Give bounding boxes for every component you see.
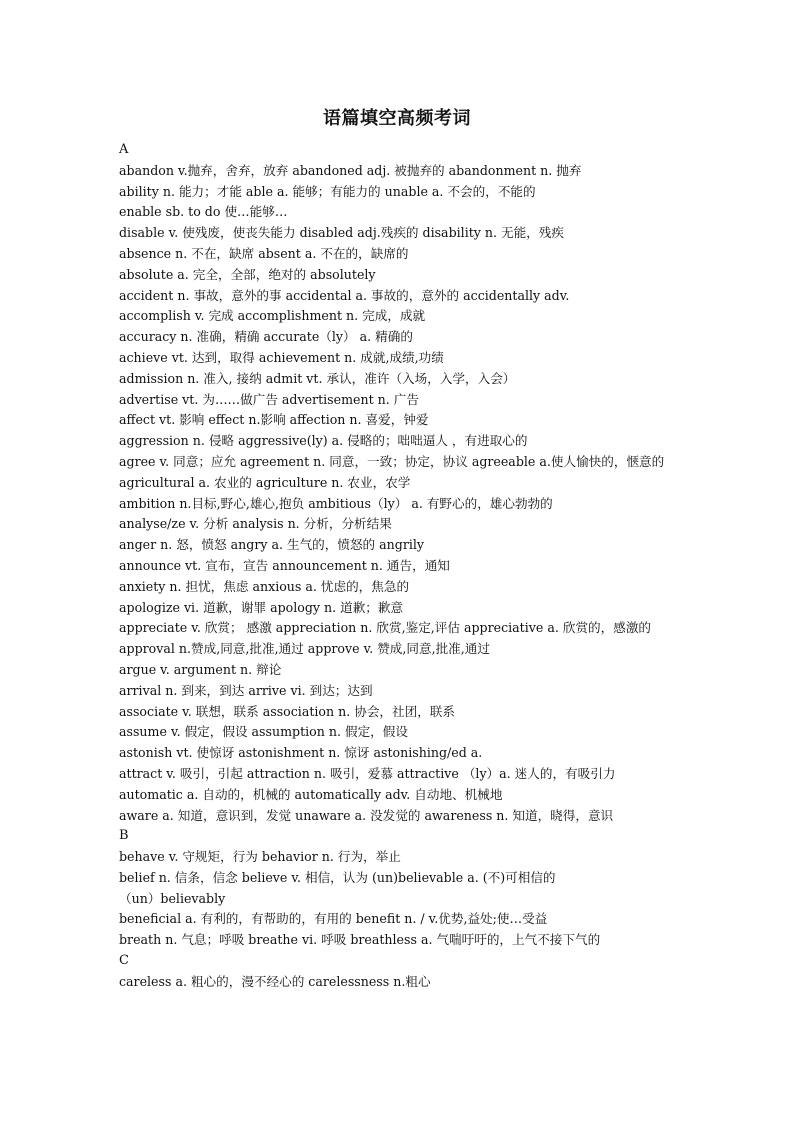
entry-line: affect vt. 影响 effect n.影响 affection n. 喜爱，钟爱 [119,412,429,428]
entry-line: announce vt. 宣布，宣告 announcement n. 通告，通知 [119,557,450,573]
entry-line: agree v. 同意；应允 agreement n. 同意，一致；协定，协议 agreeable a.使人愉快的，惬意的 [119,453,665,469]
entry-line: analyse/ze v. 分析 analysis n. 分析，分析结果 [119,516,392,532]
document-title: 语篇填空高频考词 [323,108,471,129]
entry-line: automatic a. 自动的，机械的 automatically adv. 自动地、机械地 [119,786,503,802]
entry-line: （un）believably [119,890,226,906]
section-letter-b: B [119,828,129,844]
entry-line: ambition n.目标,野心,雄心,抱负 ambitious（ly） a. 有野心的，雄心勃勃的 [119,495,553,511]
entry-line: accuracy n. 准确，精确 accurate（ly） a. 精确的 [119,329,413,345]
section-letter-a: A [119,142,129,157]
entry-line: attract v. 吸引，引起 attraction n. 吸引，爱慕 attractive （ly）a. 迷人的，有吸引力 [119,765,616,781]
entry-line: ability n. 能力；才能 able a. 能够；有能力的 unable a. 不会的，不能的 [119,183,536,199]
entry-line: disable v. 使残废，使丧失能力 disabled adj.残疾的 disability n. 无能，残疾 [119,225,564,241]
vocabulary-list [119,140,679,993]
section-letter-c: C [119,953,129,969]
entry-line: aggression n. 侵略 aggressive(ly) a. 侵略的；咄咄逼人 ，有进取心的 [119,433,528,449]
entry-line: enable sb. to do 使…能够… [119,204,288,220]
entry-line: astonish vt. 使惊讶 astonishment n. 惊讶 astonishing/ed a. [119,745,483,761]
entry-line: breath n. 气息；呼吸 breathe vi. 呼吸 breathless a. 气喘吁吁的，上气不接下气的 [119,932,601,948]
entry-line: achieve vt. 达到，取得 achievement n. 成就,成绩,功绩 [119,349,444,365]
entry-line: associate v. 联想，联系 association n. 协会，社团，联系 [119,703,455,719]
entry-line: accident n. 事故，意外的事 accidental a. 事故的，意外的 accidentally adv. [119,287,570,303]
entry-line: aware a. 知道，意识到，发觉 unaware a. 没发觉的 awareness n. 知道，晓得，意识 [119,807,614,823]
entry-line: anxiety n. 担忧，焦虑 anxious a. 忧虑的，焦急的 [119,578,410,594]
entry-line: anger n. 怒，愤怒 angry a. 生气的，愤怒的 angrily [119,537,425,553]
entry-line: absolute a. 完全，全部，绝对的 absolutely [119,266,376,282]
entry-line: agricultural a. 农业的 agriculture n. 农业，农学 [119,474,411,490]
entry-line: abandon v.抛弃，舍弃，放弃 abandoned adj. 被抛弃的 abandonment n. 抛弃 [119,162,582,178]
entry-line: assume v. 假定，假设 assumption n. 假定，假设 [119,724,408,740]
entry-line: absence n. 不在，缺席 absent a. 不在的，缺席的 [119,245,409,261]
entry-line: apologize vi. 道歉，谢罪 apology n. 道歉；歉意 [119,599,404,615]
entry-line: belief n. 信条，信念 believe v. 相信，认为 (un)believable a. (不)可相信的 [119,869,556,885]
entry-line: approval n.赞成,同意,批准,通过 approve v. 赞成,同意,批准,通过 [119,641,490,657]
entry-line: argue v. argument n. 辩论 [119,661,282,677]
entry-line: advertise vt. 为……做广告 advertisement n. 广告 [119,391,419,407]
entry-line: beneficial a. 有利的，有帮助的，有用的 benefit n. / v.优势,益处;使…受益 [119,911,548,927]
entry-line: appreciate v. 欣赏； 感激 appreciation n. 欣赏,鉴定,评估 appreciative a. 欣赏的，感激的 [119,620,652,636]
entry-line: arrival n. 到来，到达 arrive vi. 到达；达到 [119,682,373,698]
entry-line: admission n. 准入, 接纳 admit vt. 承认，准许（入场，入学，入会） [119,370,516,386]
entry-line: careless a. 粗心的，漫不经心的 carelessness n.粗心 [119,973,431,989]
entry-line: accomplish v. 完成 accomplishment n. 完成，成就 [119,308,426,324]
entry-line: behave v. 守规矩，行为 behavior n. 行为，举止 [119,849,401,865]
